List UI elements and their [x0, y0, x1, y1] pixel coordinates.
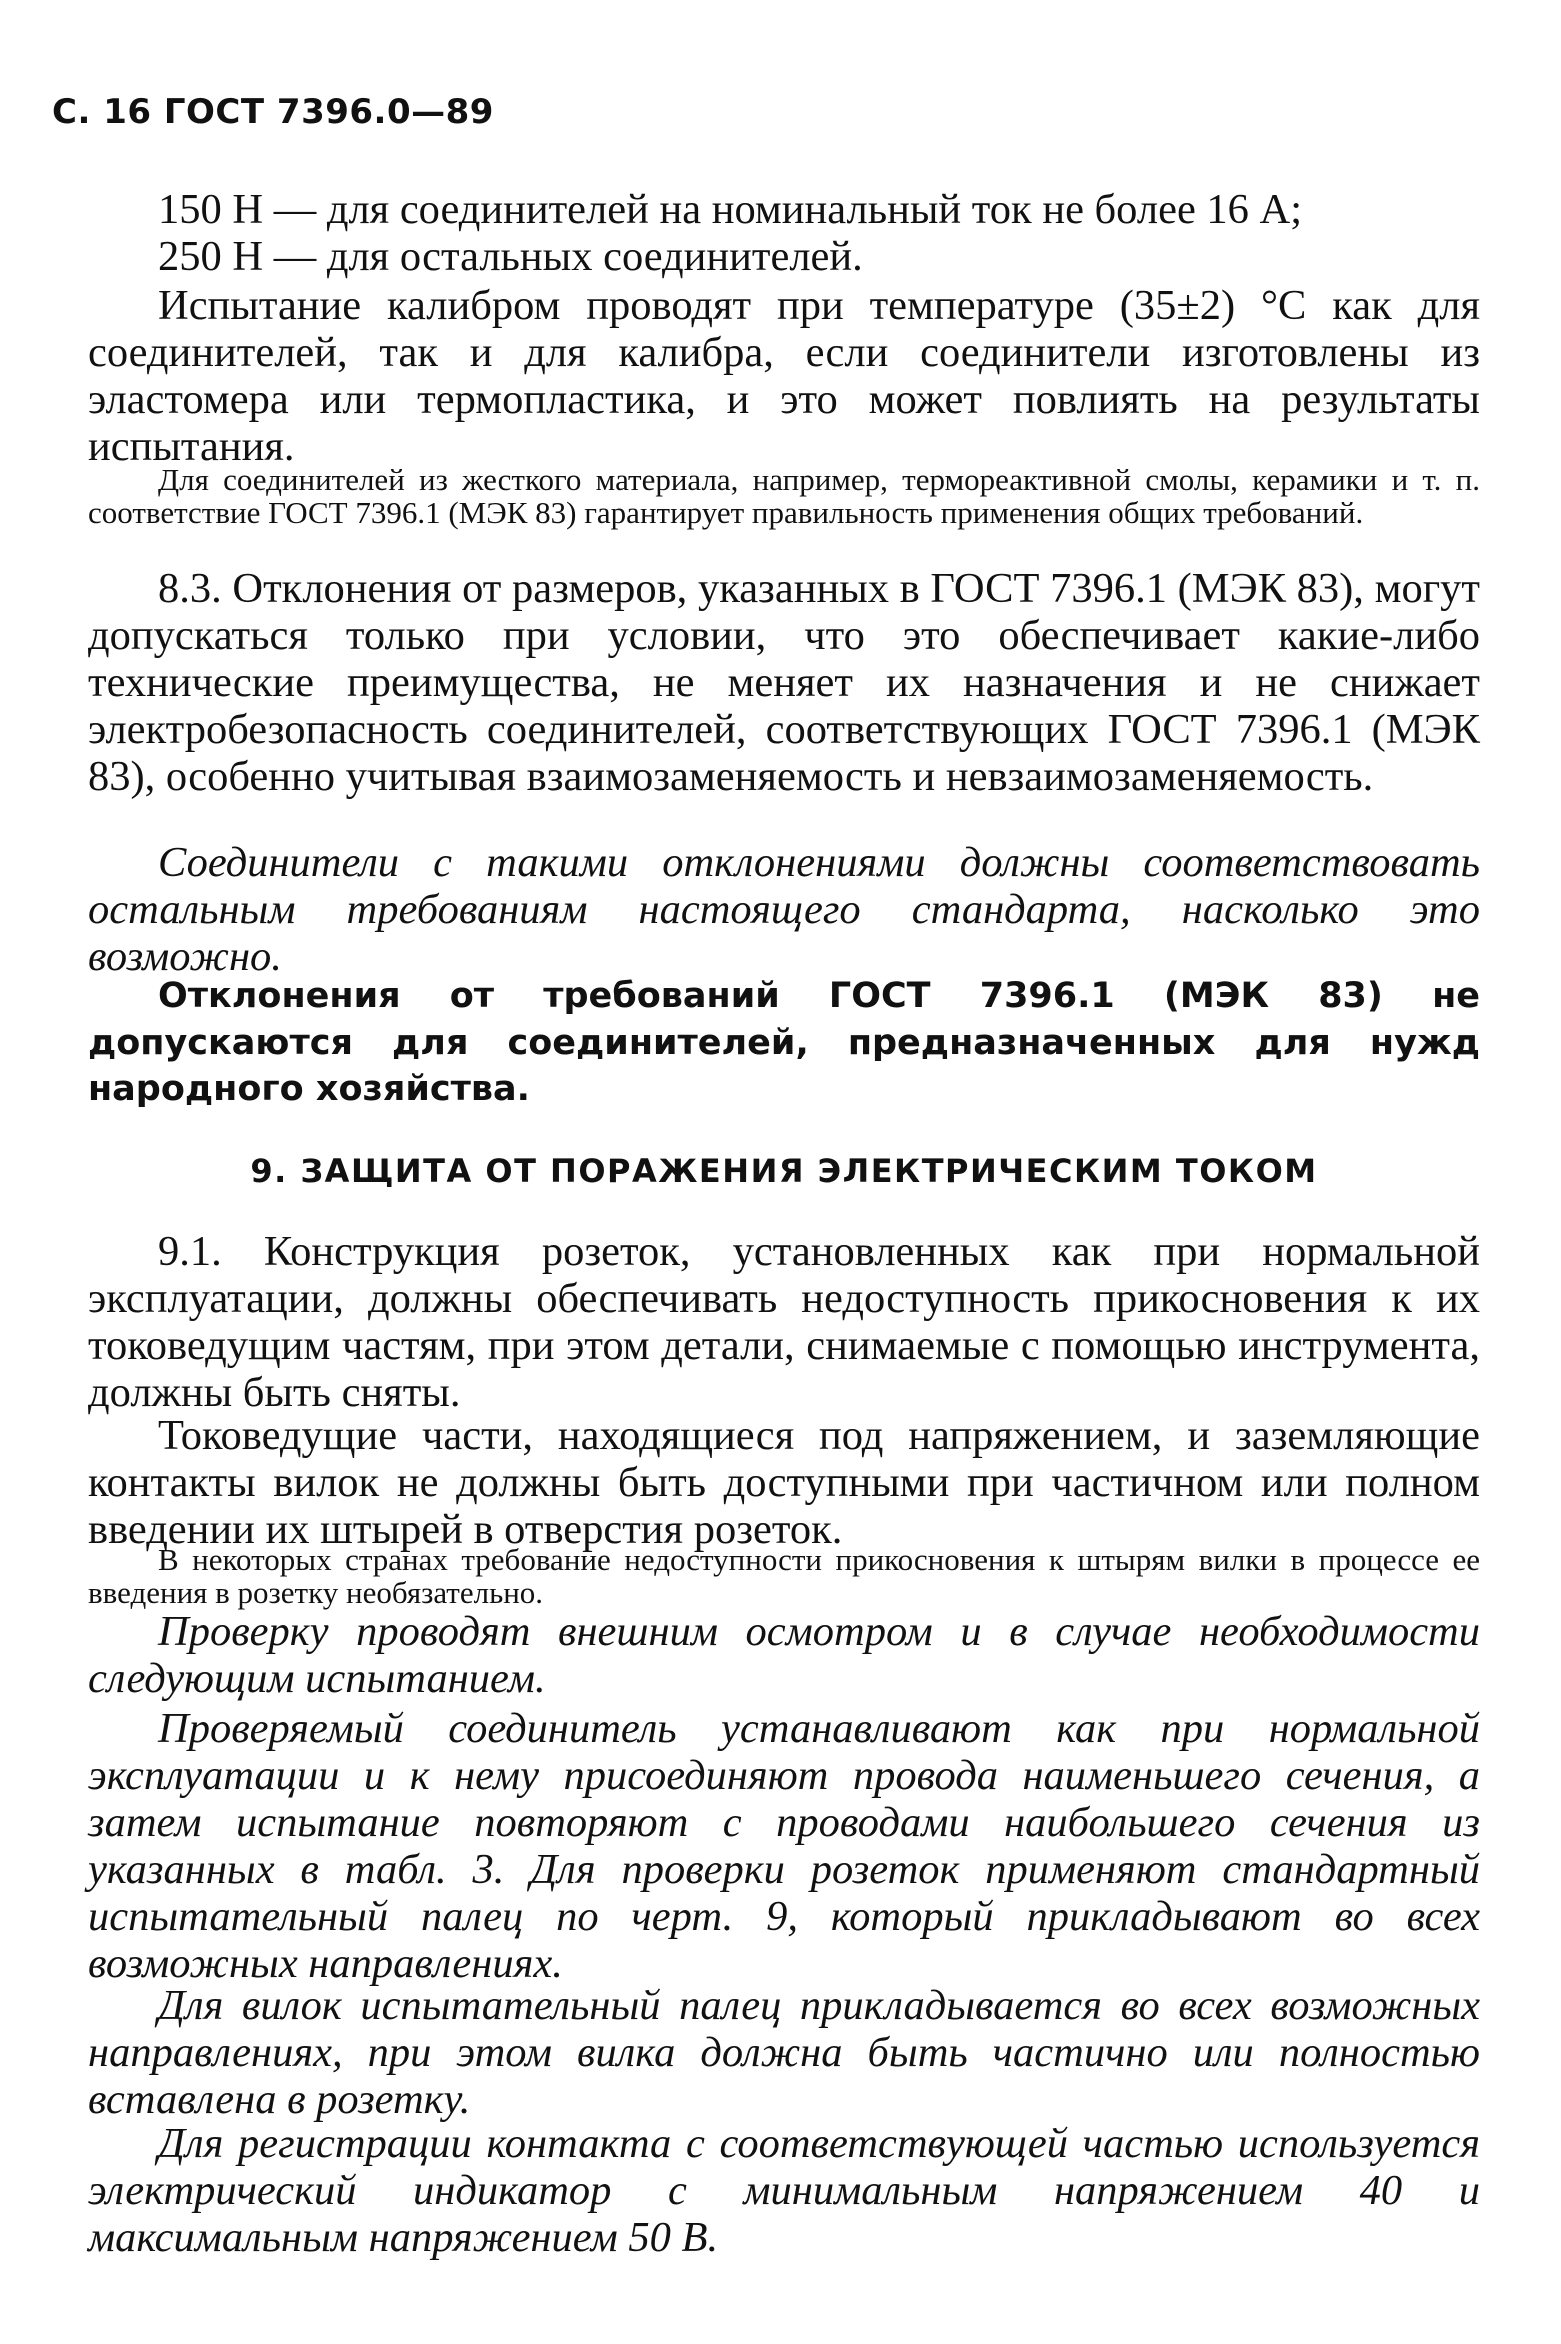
- note-some-countries: В некоторых странах требование недоступности прикосновения к штырям вилки в процессе ее введения в розетку необязательно.: [88, 1542, 1480, 1610]
- paragraph-force-150: 150 Н — для соединителей на номинальный ток не более 16 А;: [158, 186, 1303, 233]
- paragraph-deviations-italic: Соединители с такими отклонениями должны соответствовать остальным требованиям настоящего стандарта, насколько это возможно.: [88, 839, 1480, 980]
- paragraph-plugs-finger: Для вилок испытательный палец прикладывается во всех возможных направлениях, при этом вилка должна быть частично или полностью вставлена в розетку.: [88, 1982, 1480, 2123]
- paragraph-test-procedure: Проверяемый соединитель устанавливают как при нормальной эксплуатации и к нему присоединяют провода наименьшего сечения, а затем испытание повторяют с проводами наибольшего сечения из указанных в табл. 3. Для проверки розеток применяют стандартный испытательный палец по черт. 9, который прикладывают во всех возможных направлениях.: [88, 1705, 1480, 1987]
- note-rigid-material: Для соединителей из жесткого материала, например, термореактивной смолы, керамики и т. п. соответствие ГОСТ 7396.1 (МЭК 83) гарантирует правильность применения общих требований.: [88, 462, 1480, 530]
- paragraph-indicator: Для регистрации контакта с соответствующей частью используется электрический индикатор с минимальным напряжением 40 и максимальным напряжением 50 В.: [88, 2120, 1480, 2261]
- paragraph-check-inspection: Проверку проводят внешним осмотром и в случае необходимости следующим испытанием.: [88, 1608, 1480, 1702]
- paragraph-force-250: 250 Н — для остальных соединителей.: [158, 233, 863, 280]
- paragraph-deviations-bold: Отклонения от требований ГОСТ 7396.1 (МЭК 83) не допускаются для соединителей, предназначенных для нужд народного хозяйства.: [88, 976, 1480, 1109]
- paragraph-9-1: 9.1. Конструкция розеток, установленных как при нормальной эксплуатации, должны обеспечивать недоступность прикосновения к их токоведущим частям, при этом детали, снимаемые с помощью инструмента, должны быть сняты.: [88, 1228, 1480, 1416]
- section-heading-9: 9. ЗАЩИТА ОТ ПОРАЖЕНИЯ ЭЛЕКТРИЧЕСКИМ ТОКОМ: [250, 1152, 1318, 1190]
- paragraph-live-parts: Токоведущие части, находящиеся под напряжением, и заземляющие контакты вилок не должны быть доступными при частичном или полном введении их штырей в отверстия розеток.: [88, 1412, 1480, 1553]
- running-head: С. 16 ГОСТ 7396.0—89: [52, 92, 494, 132]
- paragraph-8-3: 8.3. Отклонения от размеров, указанных в ГОСТ 7396.1 (МЭК 83), могут допускаться только при условии, что это обеспечивает какие-либо технические преимущества, не меняет их назначения и не снижает электробезопасность соединителей, соответствующих ГОСТ 7396.1 (МЭК 83), особенно учитывая взаимозаменяемость и невзаимозаменяемость.: [88, 565, 1480, 800]
- paragraph-gauge-test: Испытание калибром проводят при температуре (35±2) °С как для соединителей, так и для калибра, если соединители изготовлены из эластомера или термопластика, и это может повлиять на результаты испытания.: [88, 282, 1480, 470]
